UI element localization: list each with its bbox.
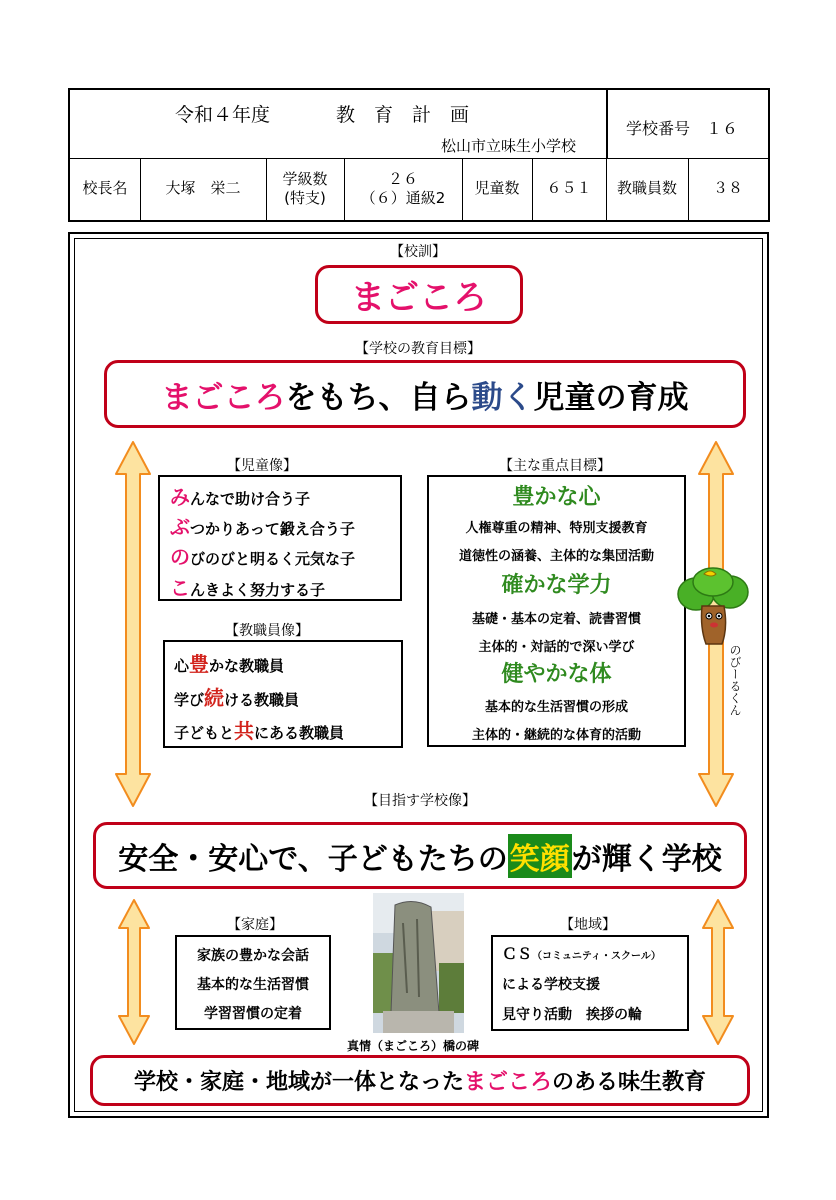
students-value: ６５１: [546, 179, 592, 198]
motto-text: まごころ: [351, 278, 487, 318]
plan-year: 令和４年度: [175, 104, 271, 126]
goal-ugoku: 動く: [471, 379, 534, 416]
goal-item: 基礎・基本の定着、読書習慣: [471, 612, 641, 627]
school-name: 松山市立味生小学校: [441, 137, 577, 155]
tree-mascot-icon: [676, 566, 750, 646]
bottom-magokoro: まごころ: [463, 1070, 552, 1095]
child-row-2: ぶつかりあって鍛え合う子: [170, 515, 355, 539]
staff-row-1: 心豊かな教職員: [174, 652, 285, 676]
monument-photo: [373, 893, 464, 1033]
monument-caption: 真情（まごころ）橋の碑: [347, 1039, 480, 1053]
home-item: 基本的な生活習慣: [197, 977, 309, 993]
child-row-3: のびのびと明るく元気な子: [170, 545, 356, 569]
vision-text-2: が輝く学校: [571, 841, 722, 877]
goal-heading-body: 健やかな体: [501, 662, 612, 687]
vision-text-1: 安全・安心で、子どもたちの: [118, 841, 508, 877]
goal-item: 基本的な生活習慣の形成: [484, 700, 628, 715]
bottom-text-2: のある味生教育: [552, 1070, 707, 1095]
left-small-double-arrow-icon: [117, 898, 151, 1046]
community-label: 【地域】: [560, 917, 616, 933]
child-row-4: こんきよく努力する子: [170, 576, 326, 600]
goal-heading-learning: 確かな学力: [501, 573, 612, 598]
home-item: 学習習慣の定着: [204, 1006, 302, 1022]
home-label: 【家庭】: [227, 917, 283, 933]
vision-box: [93, 822, 747, 889]
goal-heading-heart: 豊かな心: [512, 485, 601, 510]
motto-box: [315, 265, 523, 324]
goal-item: 道徳性の涵養、主体的な集団活動: [458, 549, 654, 564]
mascot-name: のびーるくん: [728, 644, 742, 716]
goal-item: 主体的・対話的で深い学び: [478, 640, 635, 655]
goal-text-1: をもち、自ら: [285, 379, 472, 416]
school-number: 学校番号 １６: [626, 119, 739, 138]
goal-label: 【学校の教育目標】: [355, 341, 481, 357]
community-line-3: 見守り活動 挨拶の輪: [502, 1007, 642, 1023]
staff-label: 教職員数: [616, 179, 677, 198]
plan-title: 教 育 計 画: [336, 104, 470, 126]
vision-label: 【目指す学校像】: [364, 793, 476, 809]
motto-label: 【校訓】: [390, 244, 446, 260]
vision-highlight: 笑顔: [508, 834, 572, 878]
key-goals-label: 【主な重点目標】: [499, 458, 611, 474]
goal-item: 主体的・継続的な体育的活動: [471, 728, 641, 743]
staff-row-3: 子どもと共にある教職員: [174, 719, 345, 743]
bottom-box: [90, 1055, 750, 1106]
community-line-2: による学校支援: [502, 977, 600, 993]
community-line-1: ＣＳ（コミュニティ・スクール）: [502, 945, 661, 963]
classes-value: ２６ （６）通級2: [360, 169, 446, 207]
child-row-1: みんなで助け合う子: [170, 485, 311, 509]
right-small-double-arrow-icon: [701, 898, 735, 1046]
staff-value: ３８: [712, 179, 743, 198]
principal-name: 大塚 栄二: [165, 179, 241, 198]
students-label: 児童数: [474, 179, 520, 198]
left-double-arrow-icon: [114, 440, 152, 808]
child-image-label: 【児童像】: [227, 458, 297, 474]
goal-magokoro: まごころ: [161, 379, 286, 416]
principal-label: 校長名: [82, 179, 128, 198]
home-item: 家族の豊かな会話: [197, 948, 309, 964]
bottom-text-1: 学校・家庭・地域が一体となった: [133, 1070, 464, 1095]
goal-item: 人権尊重の精神、特別支援教育: [465, 521, 648, 536]
staff-row-2: 学び続ける教職員: [174, 686, 300, 710]
goal-box: [104, 360, 746, 428]
classes-label: 学級数 (特支): [282, 169, 328, 207]
staff-image-label: 【教職員像】: [225, 623, 309, 639]
goal-text-2: 児童の育成: [533, 379, 689, 416]
